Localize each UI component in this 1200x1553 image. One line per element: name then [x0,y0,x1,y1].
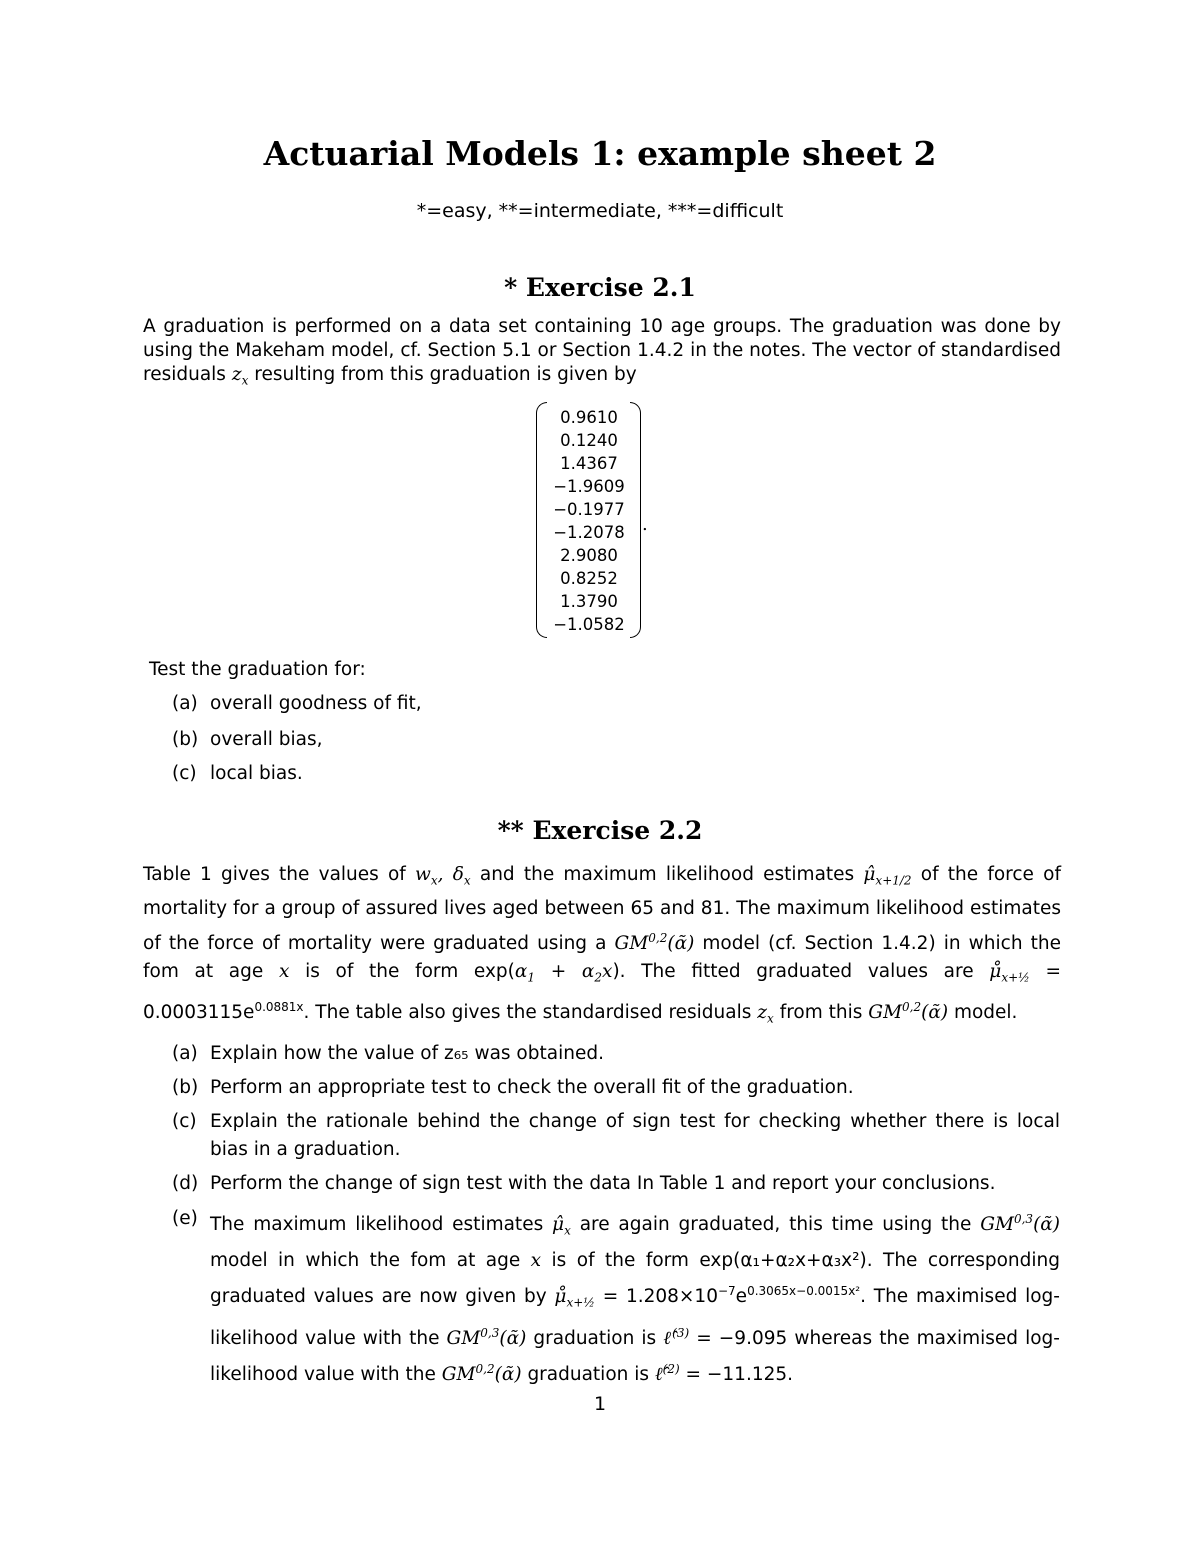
exercise-2-2-item-c: (c) Explain the rationale behind the change of sign test for checking whether there is local bias in a graduation. [172,1111,1060,1160]
page-number: 1 [593,1393,607,1415]
exercise-2-1-item-b: (b) overall bias, [172,729,323,750]
exercise-2-2-item-b: (b) Perform an appropriate test to check the overall fit of the graduation. [172,1077,854,1098]
intro-end: resulting from this graduation is given by [254,364,637,385]
left-parenthesis [536,402,547,638]
exercise-2-1-heading: * Exercise 2.1 [504,273,696,302]
residual-value: 0.9610 [560,408,618,427]
exercise-2-2-item-d: (d) Perform the change of sign test with the data In Table 1 and report your conclusions. [172,1173,996,1194]
residual-values [548,406,630,636]
residual-value: 0.1240 [560,431,618,450]
exercise-2-2-item-a: (a) Explain how the value of z₆₅ was obtained. [172,1043,604,1064]
residual-value: −0.1977 [553,500,625,519]
residual-value: 1.4367 [560,454,618,473]
difficulty-legend: *=easy, **=intermediate, ***=difficult [416,200,784,222]
page-title: Actuarial Models 1: example sheet 2 [263,134,937,173]
residual-value: 0.8252 [560,569,618,588]
right-parenthesis [630,402,641,638]
residual-value: −1.2078 [553,523,625,542]
test-intro: Test the graduation for: [149,659,366,680]
residual-vector [536,402,646,642]
intro-text: A graduation is performed on a data set containing 10 age groups. The graduation was done by using the Makeham model, cf. Section 5.1 or Section 1.4.2 in the notes. The vector of standardised residuals [143,316,1061,385]
exercise-2-1-item-c: (c) local bias. [172,763,303,784]
exercise-2-2-intro: Table 1 gives the values of $w_x$, $\delta_x$ and the maximum likelihood estimates $\mû_{x+1/2}$ of the force of mortality for a group of assured lives aged between 65 and 81. The maximum likelihood estimates of the force of mortality were graduated using a GM$^{0,2}$(ᾶ) model (cf. Section 1.4.2) in which the fom at age x is of the form $\exp(\alpha_1 + \alpha_2x)$. The fitted graduated values are $\mů_{x+\frac{1}{2}} = 0.0003115e^{0.0881x}$. The table also gives the standardised residuals $z_x$ from this GM$^{0,2}$(ᾶ) model. [143,864,1061,1026]
exercise-2-2-heading: ** Exercise 2.2 [497,816,703,845]
residual-value: −1.0582 [553,615,625,634]
intro-var: $z_x$ [231,364,249,388]
exercise-2-1-item-a: (a) overall goodness of fit, [172,693,422,714]
residual-value: 2.9080 [560,546,618,565]
exercise-2-2-item-e: (e) The maximum likelihood estimates $\mû_x$ are again graduated, this time using the GM$^{0,3}$(ᾶ) model in which the fom at age x is of the form exp(α₁+α₂x+α₃x²). The corresponding graduated values are now given by $\mů_{x+\frac{1}{2}} = 1.208\times 10^{-7}e^{0.3065x-0.0015x^2}$. The maximised log-likelihood value with the GM$^{0,3}$(ᾶ) graduation is ℓ̂$^{(3)}$ = −9.095 whereas the maximised log-likelihood value with the GM$^{0,2}$(ᾶ) graduation is ℓ̂$^{(2)}$ = −11.125. [172,1208,1061,1385]
residual-value: 1.3790 [560,592,618,611]
exercise-2-1-intro [143,315,1061,393]
residual-value: −1.9609 [553,477,625,496]
vector-period: . [642,514,648,535]
